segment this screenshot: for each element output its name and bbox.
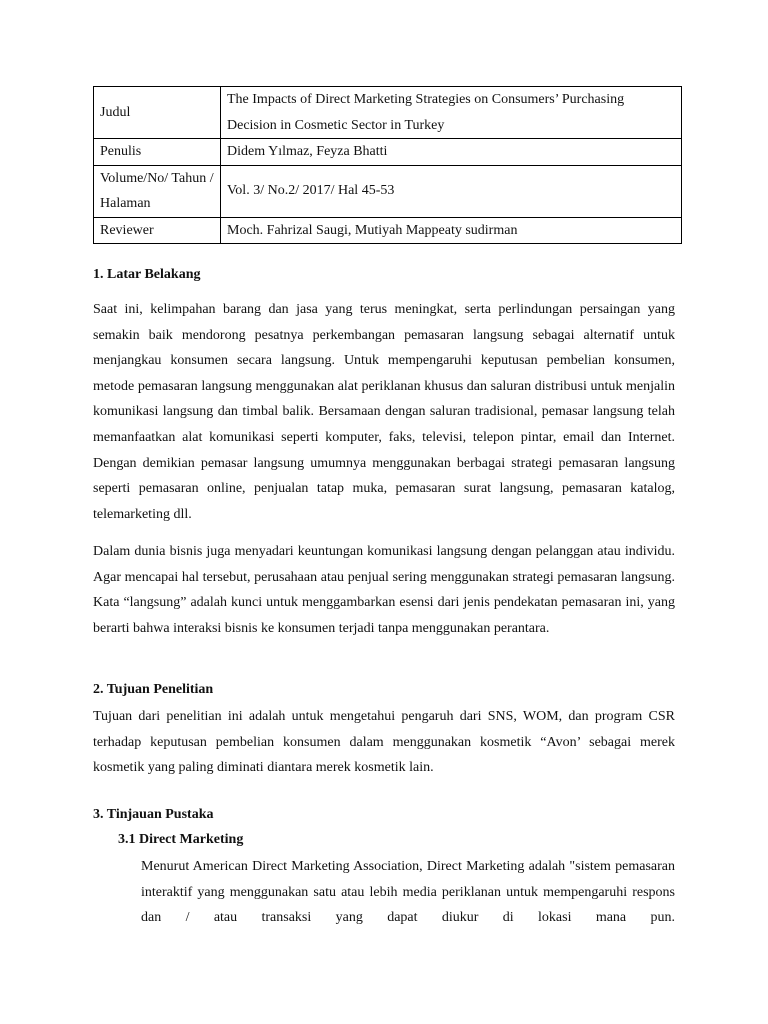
paragraph-latar-belakang-2: Dalam dunia bisnis juga menyadari keuntungan komunikasi langsung dengan pelanggan atau individu. Agar mencapai hal tersebut, perusahaan atau penjual sering menggunakan strategi pemasaran langsung. Kata “langsung” adalah kunci untuk menggambarkan esensi dari jenis pendekatan pemasaran ini, yang berarti bahwa interaksi bisnis ke konsumen terjadi tanpa menggunakan perantara. [93,544,675,636]
paragraph-direct-marketing: Menurut American Direct Marketing Association, Direct Marketing adalah "sistem pemasaran interaktif yang menggunakan satu atau lebih media periklanan untuk mempengaruhi respons dan / atau transaksi yang dapat diukur di lokasi mana pun. [141,859,675,926]
section-heading-latar-belakang: 1. Latar Belakang [93,267,201,282]
table-row [94,165,682,217]
table-value-volume: Vol. 3/ No.2/ 2017/ Hal 45-53 [221,165,682,217]
table-label-volume: Volume/No/ Tahun / Halaman [94,165,221,217]
paragraph-tujuan-penelitian: Tujuan dari penelitian ini adalah untuk mengetahui pengaruh dari SNS, WOM, dan program CSR terhadap keputusan pembelian konsumen dalam menggunakan kosmetik “Avon’ sebagai merek kosmetik yang paling diminati diantara merek kosmetik lain. [93,709,675,776]
table-value-penulis: Didem Yılmaz, Feyza Bhatti [221,139,682,166]
table-label-judul: Judul [94,87,221,139]
table-value-reviewer: Moch. Fahrizal Saugi, Mutiyah Mappeaty sudirman [221,217,682,244]
table-label-penulis: Penulis [94,139,221,166]
table-row [94,139,682,166]
metadata-table [93,86,682,244]
paragraph-latar-belakang-1: Saat ini, kelimpahan barang dan jasa yang terus meningkat, serta perlindungan persaingan yang semakin baik mendorong pesatnya perkembangan pemasaran langsung sebagai alternatif untuk menjangkau konsumen secara langsung. Untuk mempengaruhi keputusan pembelian konsumen, metode pemasaran langsung menggunakan alat periklanan khusus dan saluran distribusi untuk menjalin komunikasi langsung dan timbal balik. Bersamaan dengan saluran tradisional, pemasar langsung telah memanfaatkan alat komunikasi seperti komputer, faks, televisi, telepon pintar, email dan Internet. Dengan demikian pemasar langsung umumnya menggunakan berbagai strategi pemasaran langsung seperti pemasaran online, penjualan tatap muka, pemasaran surat langsung, pemasaran katalog, telemarketing dll. [93,302,675,522]
section-heading-tujuan-penelitian: 2. Tujuan Penelitian [93,682,214,697]
subsection-heading-direct-marketing: 3.1 Direct Marketing [118,832,244,847]
table-value-judul: The Impacts of Direct Marketing Strategies on Consumers’ Purchasing Decision in Cosmetic Sector in Turkey [221,87,682,139]
table-label-reviewer: Reviewer [94,217,221,244]
table-row [94,217,682,244]
table-row [94,87,682,139]
section-heading-tinjauan-pustaka: 3. Tinjauan Pustaka [93,807,214,822]
